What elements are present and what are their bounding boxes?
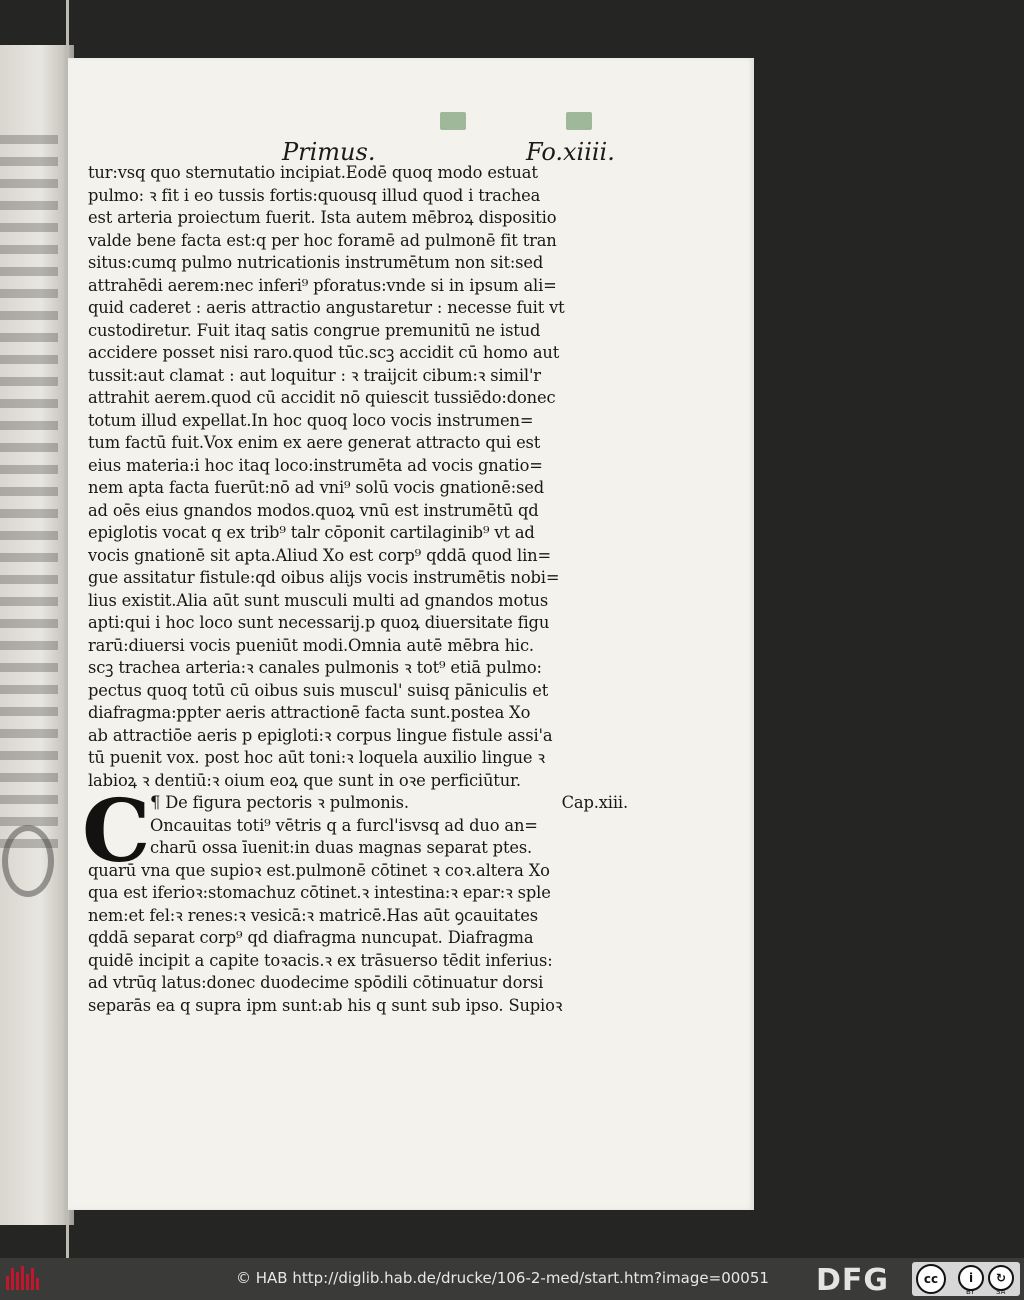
- chapter-heading: [88, 792, 658, 815]
- text-line: attrahēdi aerem:nec inferi⁹ pforatus:vnde si in ipsum ali=: [88, 275, 557, 295]
- text-line: vocis gnationē sit apta.Aliud Xo est corp⁹ qddā quod lin=: [88, 545, 551, 565]
- text-line: nem:et fel:ꝛ renes:ꝛ vesicā:ꝛ matricē.Has aūt ꝯcauitates: [88, 905, 538, 925]
- cc-license-badge[interactable]: [912, 1262, 1020, 1296]
- text-line: diafragma:ppter aeris attractionē facta sunt.postea Xo: [88, 703, 531, 722]
- sa-label: SA: [996, 1288, 1006, 1296]
- decorated-initial: C: [82, 781, 151, 882]
- text-line: est arteria proiectum fuerit. Ista autem mēbroꝝ dispositio: [88, 208, 557, 227]
- viewer-footer: [0, 1258, 1024, 1300]
- text-line: lius existit.Alia aūt sunt musculi multi ad gnandos motus: [88, 590, 549, 610]
- text-line: ab attractiōe aeris p epigloti:ꝛ corpus lingue fistule assi'a: [88, 725, 553, 745]
- text-line: qddā separat corp⁹ qd diafragma nuncupat. Diafragma: [88, 928, 534, 947]
- text-line: quarū vna que supioꝛ est.pulmonē cōtinet ꝛ coꝛ.altera Xo: [88, 860, 550, 880]
- text-line: tussit:aut clamat : aut loquitur : ꝛ traijcit cibum:ꝛ simil'r: [88, 365, 541, 385]
- page-tab-marker: [440, 112, 466, 130]
- copyright-link[interactable]: © HAB http://diglib.hab.de/drucke/106-2-med/start.htm?image=00051: [236, 1269, 769, 1287]
- text-line: quid caderet : aeris attractio angustaretur : necesse fuit vt: [88, 298, 565, 317]
- text-line: ad oēs eius gnandos modos.quoꝝ vnū est instrumētū qd: [88, 500, 539, 520]
- attribution-icon: i: [958, 1265, 984, 1291]
- share-alike-icon: ↻: [988, 1265, 1014, 1291]
- text-line: eius materia:i hoc itaq loco:instrumēta ad vocis gnatio=: [88, 455, 543, 475]
- facing-page-text-bleed: [0, 135, 58, 855]
- text-line: accidere posset nisi raro.quod tūc.scꝫ accidit cū homo aut: [88, 343, 560, 362]
- book-page: [68, 58, 754, 1210]
- dfg-logo[interactable]: DFG: [816, 1263, 890, 1298]
- folio-number: Fo.xiiii.: [526, 138, 615, 166]
- hab-logo-icon[interactable]: [6, 1266, 42, 1292]
- text-line: pectus quoq totū cū oibus suis muscul' suisq pāniculis et: [88, 680, 549, 700]
- text-line: gue assitatur fistule:qd oibus alijs vocis instrumētis nobi=: [88, 568, 560, 587]
- text-line: labioꝝ ꝛ dentiū:ꝛ oium eoꝝ que sunt in oꝛe perficiūtur.: [88, 770, 521, 790]
- text-line: tur:vsq quo sternutatio incipiat.Eodē quoq modo estuat: [88, 163, 538, 182]
- text-line: valde bene facta est:q per hoc foramē ad pulmonē fit tran: [88, 230, 557, 250]
- body-text: [82, 162, 658, 1017]
- text-line: tum factū fuit.Vox enim ex aere generat attracto qui est: [88, 433, 541, 452]
- chapter-section: [82, 781, 658, 1017]
- text-line: quidē incipit a capite toꝛacis.ꝛ ex trāsuerso tēdit inferius:: [88, 950, 553, 970]
- text-line: ad vtrūq latus:donec duodecime spōdili cōtinuatur dorsi: [88, 973, 544, 992]
- by-label: BY: [966, 1288, 975, 1296]
- text-line: totum illud expellat.In hoc quoq loco vocis instrumen=: [88, 410, 534, 430]
- running-head: Primus.: [282, 138, 376, 166]
- cc-icon: cc: [916, 1264, 946, 1294]
- text-line: separās ea q supra ipm sunt:ab his q sunt sub ipso. Supioꝛ: [88, 995, 563, 1015]
- text-line: scꝫ trachea arteria:ꝛ canales pulmonis ꝛ tot⁹ etiā pulmo:: [88, 658, 542, 677]
- text-line: custodiretur. Fuit itaq satis congrue premunitū ne istud: [88, 320, 541, 340]
- text-line: Oncauitas toti⁹ vētris q a furcl'isvsq ad duo an=: [150, 815, 538, 835]
- text-line: charū ossa īuenit:in duas magnas separat ptes.: [150, 838, 533, 857]
- text-line: pulmo: ꝛ fit i eo tussis fortis:quousq illud quod i trachea: [88, 185, 541, 205]
- text-line: tū puenit vox. post hoc aūt toni:ꝛ loquela auxilio lingue ꝛ: [88, 748, 545, 767]
- text-line: attrahit aerem.quod cū accidit nō quiescit tussiēdo:donec: [88, 388, 556, 407]
- facing-page-edge: [0, 45, 74, 1225]
- text-line: qua est iferioꝛ:stomachuz cōtinet.ꝛ intestina:ꝛ epar:ꝛ sple: [88, 883, 551, 902]
- text-line: apti:qui i hoc loco sunt necessarij.p quoꝝ diuersitate figu: [88, 613, 550, 632]
- page-tab-marker: [566, 112, 592, 130]
- facing-page-initial-bleed: [2, 825, 54, 897]
- chapter-number: Cap.xiii.: [561, 793, 628, 812]
- text-line: rarū:diuersi vocis pueniūt modi.Omnia autē mēbra hic.: [88, 635, 534, 655]
- chapter-title: ¶ De figura pectoris ꝛ pulmonis.: [150, 793, 409, 812]
- text-line: epiglotis vocat q ex trib⁹ talr cōponit cartilaginib⁹ vt ad: [88, 523, 535, 542]
- text-line: situs:cumq pulmo nutricationis instrumētum non sit:sed: [88, 253, 544, 272]
- text-line: nem apta facta fuerūt:nō ad vni⁹ solū vocis gnationē:sed: [88, 478, 545, 497]
